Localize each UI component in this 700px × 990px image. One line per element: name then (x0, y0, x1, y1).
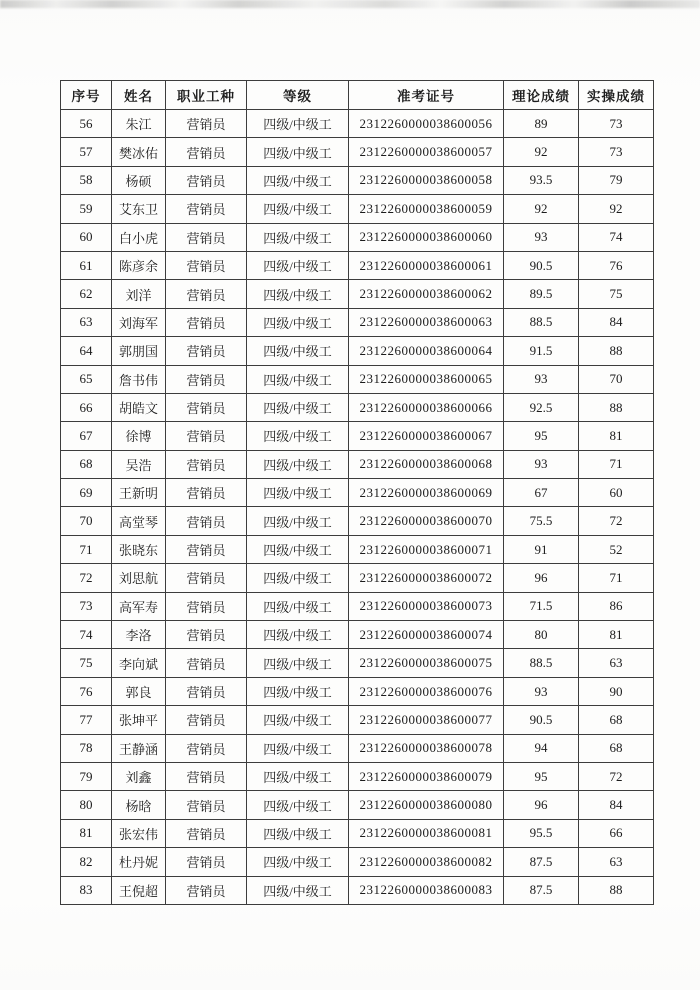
cell-theory-score: 93.5 (504, 166, 579, 194)
cell-practical-score: 73 (579, 110, 654, 138)
cell-no: 74 (61, 621, 112, 649)
cell-no: 64 (61, 337, 112, 365)
cell-practical-score: 66 (579, 819, 654, 847)
cell-level: 四级/中级工 (247, 677, 349, 705)
cell-no: 66 (61, 393, 112, 421)
cell-occupation: 营销员 (166, 223, 247, 251)
cell-no: 78 (61, 734, 112, 762)
cell-occupation: 营销员 (166, 138, 247, 166)
cell-ticket: 2312260000038600058 (349, 166, 504, 194)
cell-no: 82 (61, 848, 112, 876)
cell-practical-score: 72 (579, 762, 654, 790)
cell-no: 71 (61, 535, 112, 563)
cell-occupation: 营销员 (166, 110, 247, 138)
cell-name: 杨晗 (112, 791, 166, 819)
cell-ticket: 2312260000038600061 (349, 251, 504, 279)
cell-name: 吴浩 (112, 450, 166, 478)
cell-no: 75 (61, 649, 112, 677)
cell-name: 樊冰佑 (112, 138, 166, 166)
cell-theory-score: 93 (504, 450, 579, 478)
table-row (61, 592, 654, 620)
cell-name: 高军寿 (112, 592, 166, 620)
cell-practical-score: 68 (579, 734, 654, 762)
cell-practical-score: 84 (579, 791, 654, 819)
cell-occupation: 营销员 (166, 791, 247, 819)
cell-name: 杜丹妮 (112, 848, 166, 876)
cell-theory-score: 93 (504, 365, 579, 393)
cell-theory-score: 89 (504, 110, 579, 138)
cell-level: 四级/中级工 (247, 876, 349, 904)
column-header: 准考证号 (349, 81, 504, 110)
cell-no: 58 (61, 166, 112, 194)
cell-occupation: 营销员 (166, 734, 247, 762)
table-row (61, 422, 654, 450)
cell-name: 杨硕 (112, 166, 166, 194)
cell-theory-score: 75.5 (504, 507, 579, 535)
cell-theory-score: 87.5 (504, 848, 579, 876)
table-row (61, 819, 654, 847)
cell-name: 徐博 (112, 422, 166, 450)
cell-occupation: 营销员 (166, 422, 247, 450)
cell-theory-score: 80 (504, 621, 579, 649)
table-row (61, 649, 654, 677)
cell-level: 四级/中级工 (247, 308, 349, 336)
cell-level: 四级/中级工 (247, 507, 349, 535)
cell-theory-score: 71.5 (504, 592, 579, 620)
table-row (61, 138, 654, 166)
cell-name: 李洛 (112, 621, 166, 649)
table-body (61, 110, 654, 905)
cell-theory-score: 88.5 (504, 649, 579, 677)
cell-practical-score: 81 (579, 621, 654, 649)
cell-ticket: 2312260000038600065 (349, 365, 504, 393)
table-row (61, 166, 654, 194)
cell-name: 胡皓文 (112, 393, 166, 421)
cell-practical-score: 68 (579, 706, 654, 734)
table-row (61, 734, 654, 762)
cell-practical-score: 75 (579, 280, 654, 308)
cell-practical-score: 71 (579, 564, 654, 592)
cell-occupation: 营销员 (166, 762, 247, 790)
cell-level: 四级/中级工 (247, 422, 349, 450)
cell-no: 67 (61, 422, 112, 450)
cell-name: 刘思航 (112, 564, 166, 592)
cell-practical-score: 71 (579, 450, 654, 478)
cell-theory-score: 95 (504, 762, 579, 790)
table-header-row (61, 81, 654, 110)
table-row (61, 450, 654, 478)
cell-occupation: 营销员 (166, 365, 247, 393)
cell-occupation: 营销员 (166, 251, 247, 279)
cell-theory-score: 93 (504, 223, 579, 251)
cell-name: 张宏伟 (112, 819, 166, 847)
cell-level: 四级/中级工 (247, 535, 349, 563)
cell-level: 四级/中级工 (247, 365, 349, 393)
scan-artifact (0, 0, 700, 8)
table-row (61, 337, 654, 365)
cell-level: 四级/中级工 (247, 337, 349, 365)
cell-no: 59 (61, 195, 112, 223)
cell-name: 张坤平 (112, 706, 166, 734)
table-row (61, 195, 654, 223)
cell-ticket: 2312260000038600078 (349, 734, 504, 762)
cell-level: 四级/中级工 (247, 848, 349, 876)
cell-name: 张晓东 (112, 535, 166, 563)
cell-ticket: 2312260000038600056 (349, 110, 504, 138)
cell-no: 69 (61, 479, 112, 507)
cell-name: 白小虎 (112, 223, 166, 251)
cell-name: 陈彦余 (112, 251, 166, 279)
cell-name: 李向斌 (112, 649, 166, 677)
cell-ticket: 2312260000038600067 (349, 422, 504, 450)
table-row (61, 110, 654, 138)
cell-practical-score: 76 (579, 251, 654, 279)
cell-level: 四级/中级工 (247, 706, 349, 734)
table-row (61, 677, 654, 705)
cell-theory-score: 91.5 (504, 337, 579, 365)
cell-level: 四级/中级工 (247, 791, 349, 819)
cell-level: 四级/中级工 (247, 762, 349, 790)
cell-theory-score: 90.5 (504, 706, 579, 734)
score-table (60, 80, 654, 905)
cell-occupation: 营销员 (166, 621, 247, 649)
cell-ticket: 2312260000038600074 (349, 621, 504, 649)
cell-level: 四级/中级工 (247, 280, 349, 308)
table-row (61, 479, 654, 507)
column-header: 实操成绩 (579, 81, 654, 110)
cell-ticket: 2312260000038600077 (349, 706, 504, 734)
cell-level: 四级/中级工 (247, 450, 349, 478)
cell-name: 朱江 (112, 110, 166, 138)
cell-theory-score: 94 (504, 734, 579, 762)
cell-occupation: 营销员 (166, 876, 247, 904)
table-row (61, 507, 654, 535)
cell-ticket: 2312260000038600070 (349, 507, 504, 535)
cell-ticket: 2312260000038600059 (349, 195, 504, 223)
cell-practical-score: 70 (579, 365, 654, 393)
cell-practical-score: 92 (579, 195, 654, 223)
cell-occupation: 营销员 (166, 564, 247, 592)
table-row (61, 223, 654, 251)
cell-theory-score: 93 (504, 677, 579, 705)
cell-no: 83 (61, 876, 112, 904)
cell-occupation: 营销员 (166, 592, 247, 620)
table-row (61, 308, 654, 336)
cell-theory-score: 67 (504, 479, 579, 507)
cell-level: 四级/中级工 (247, 621, 349, 649)
cell-ticket: 2312260000038600064 (349, 337, 504, 365)
cell-theory-score: 95.5 (504, 819, 579, 847)
cell-ticket: 2312260000038600057 (349, 138, 504, 166)
cell-no: 57 (61, 138, 112, 166)
table-row (61, 876, 654, 904)
cell-no: 60 (61, 223, 112, 251)
cell-level: 四级/中级工 (247, 393, 349, 421)
cell-occupation: 营销员 (166, 337, 247, 365)
table-row (61, 251, 654, 279)
cell-name: 高堂琴 (112, 507, 166, 535)
cell-ticket: 2312260000038600073 (349, 592, 504, 620)
cell-ticket: 2312260000038600066 (349, 393, 504, 421)
cell-no: 56 (61, 110, 112, 138)
cell-no: 63 (61, 308, 112, 336)
cell-practical-score: 72 (579, 507, 654, 535)
cell-theory-score: 87.5 (504, 876, 579, 904)
cell-occupation: 营销员 (166, 280, 247, 308)
cell-occupation: 营销员 (166, 166, 247, 194)
cell-theory-score: 88.5 (504, 308, 579, 336)
cell-occupation: 营销员 (166, 308, 247, 336)
cell-occupation: 营销员 (166, 848, 247, 876)
cell-practical-score: 63 (579, 848, 654, 876)
cell-occupation: 营销员 (166, 393, 247, 421)
cell-practical-score: 81 (579, 422, 654, 450)
cell-no: 70 (61, 507, 112, 535)
cell-occupation: 营销员 (166, 649, 247, 677)
cell-name: 郭良 (112, 677, 166, 705)
cell-no: 68 (61, 450, 112, 478)
cell-practical-score: 63 (579, 649, 654, 677)
cell-practical-score: 60 (579, 479, 654, 507)
cell-no: 81 (61, 819, 112, 847)
cell-level: 四级/中级工 (247, 592, 349, 620)
cell-level: 四级/中级工 (247, 166, 349, 194)
cell-theory-score: 96 (504, 564, 579, 592)
cell-ticket: 2312260000038600080 (349, 791, 504, 819)
cell-practical-score: 79 (579, 166, 654, 194)
cell-name: 王静涵 (112, 734, 166, 762)
cell-ticket: 2312260000038600076 (349, 677, 504, 705)
cell-practical-score: 52 (579, 535, 654, 563)
cell-practical-score: 86 (579, 592, 654, 620)
cell-no: 76 (61, 677, 112, 705)
cell-ticket: 2312260000038600075 (349, 649, 504, 677)
cell-ticket: 2312260000038600083 (349, 876, 504, 904)
cell-name: 詹书伟 (112, 365, 166, 393)
cell-theory-score: 92 (504, 195, 579, 223)
table-row (61, 791, 654, 819)
cell-theory-score: 95 (504, 422, 579, 450)
column-header: 序号 (61, 81, 112, 110)
cell-ticket: 2312260000038600071 (349, 535, 504, 563)
cell-occupation: 营销员 (166, 677, 247, 705)
cell-no: 80 (61, 791, 112, 819)
column-header: 理论成绩 (504, 81, 579, 110)
cell-theory-score: 90.5 (504, 251, 579, 279)
cell-name: 王新明 (112, 479, 166, 507)
cell-level: 四级/中级工 (247, 734, 349, 762)
cell-level: 四级/中级工 (247, 223, 349, 251)
cell-practical-score: 88 (579, 393, 654, 421)
cell-practical-score: 84 (579, 308, 654, 336)
cell-theory-score: 92 (504, 138, 579, 166)
cell-practical-score: 73 (579, 138, 654, 166)
cell-practical-score: 74 (579, 223, 654, 251)
cell-no: 79 (61, 762, 112, 790)
table-row (61, 848, 654, 876)
cell-ticket: 2312260000038600068 (349, 450, 504, 478)
cell-level: 四级/中级工 (247, 195, 349, 223)
cell-occupation: 营销员 (166, 819, 247, 847)
cell-ticket: 2312260000038600072 (349, 564, 504, 592)
cell-name: 刘洋 (112, 280, 166, 308)
cell-no: 72 (61, 564, 112, 592)
cell-name: 郭朋国 (112, 337, 166, 365)
column-header: 职业工种 (166, 81, 247, 110)
table-row (61, 564, 654, 592)
cell-no: 65 (61, 365, 112, 393)
table-row (61, 621, 654, 649)
cell-level: 四级/中级工 (247, 110, 349, 138)
cell-occupation: 营销员 (166, 507, 247, 535)
cell-practical-score: 90 (579, 677, 654, 705)
cell-name: 王倪超 (112, 876, 166, 904)
cell-occupation: 营销员 (166, 450, 247, 478)
cell-ticket: 2312260000038600069 (349, 479, 504, 507)
cell-name: 刘鑫 (112, 762, 166, 790)
column-header: 等级 (247, 81, 349, 110)
cell-level: 四级/中级工 (247, 819, 349, 847)
cell-occupation: 营销员 (166, 195, 247, 223)
table-row (61, 280, 654, 308)
cell-theory-score: 89.5 (504, 280, 579, 308)
cell-theory-score: 91 (504, 535, 579, 563)
cell-name: 艾东卫 (112, 195, 166, 223)
cell-theory-score: 92.5 (504, 393, 579, 421)
cell-level: 四级/中级工 (247, 479, 349, 507)
cell-no: 62 (61, 280, 112, 308)
column-header: 姓名 (112, 81, 166, 110)
cell-ticket: 2312260000038600062 (349, 280, 504, 308)
table-row (61, 762, 654, 790)
cell-level: 四级/中级工 (247, 649, 349, 677)
cell-level: 四级/中级工 (247, 138, 349, 166)
cell-no: 61 (61, 251, 112, 279)
cell-occupation: 营销员 (166, 479, 247, 507)
table-row (61, 393, 654, 421)
cell-ticket: 2312260000038600082 (349, 848, 504, 876)
cell-occupation: 营销员 (166, 706, 247, 734)
table-row (61, 706, 654, 734)
cell-ticket: 2312260000038600079 (349, 762, 504, 790)
cell-no: 73 (61, 592, 112, 620)
cell-ticket: 2312260000038600063 (349, 308, 504, 336)
cell-practical-score: 88 (579, 876, 654, 904)
cell-no: 77 (61, 706, 112, 734)
cell-practical-score: 88 (579, 337, 654, 365)
cell-level: 四级/中级工 (247, 564, 349, 592)
cell-level: 四级/中级工 (247, 251, 349, 279)
table-row (61, 535, 654, 563)
cell-ticket: 2312260000038600060 (349, 223, 504, 251)
cell-ticket: 2312260000038600081 (349, 819, 504, 847)
table-row (61, 365, 654, 393)
cell-occupation: 营销员 (166, 535, 247, 563)
cell-theory-score: 96 (504, 791, 579, 819)
cell-name: 刘海军 (112, 308, 166, 336)
